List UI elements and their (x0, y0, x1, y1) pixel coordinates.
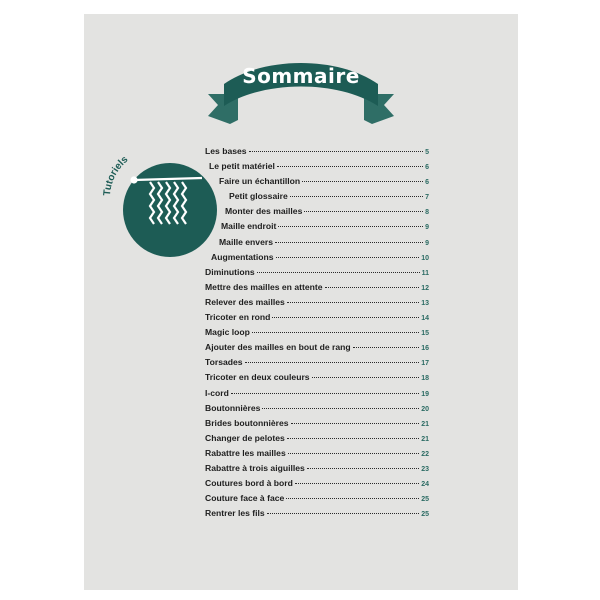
toc-entry-title: Tricoter en rond (205, 312, 271, 323)
toc-entry-page-number: 14 (421, 315, 429, 323)
toc-entry-title: Rabattre les mailles (205, 447, 286, 458)
toc-entry-title: Maille envers (219, 236, 273, 247)
toc-entry-page-number: 17 (421, 360, 429, 368)
badge-circle (123, 163, 217, 257)
toc-entry (205, 461, 429, 476)
toc-dot-leader (275, 242, 423, 243)
toc-entry-title: Couture face à face (205, 493, 285, 504)
toc-entry-title: Magic loop (205, 327, 250, 338)
toc-entry (205, 325, 429, 340)
toc-dot-leader (287, 438, 419, 439)
toc-entry-page-number: 18 (421, 375, 429, 383)
toc-dot-leader (307, 468, 419, 469)
toc-dot-leader (353, 347, 420, 348)
toc-entry (205, 431, 429, 446)
toc-entry (205, 204, 429, 219)
toc-entry (205, 189, 429, 204)
toc-entry (205, 506, 429, 521)
toc-dot-leader (245, 362, 420, 363)
toc-dot-leader (262, 408, 419, 409)
toc-dot-leader (267, 513, 420, 514)
toc-entry (205, 144, 429, 159)
toc-dot-leader (272, 317, 419, 318)
toc-entry-title: Ajouter des mailles en bout de rang (205, 342, 351, 353)
toc-entry-page-number: 16 (421, 345, 429, 353)
toc-entry (205, 491, 429, 506)
toc-entry-page-number: 5 (425, 149, 429, 156)
toc-dot-leader (278, 226, 423, 227)
toc-entry (205, 476, 429, 491)
toc-dot-leader (288, 453, 419, 454)
toc-entry (205, 310, 429, 325)
toc-entry-page-number: 24 (421, 481, 429, 489)
toc-entry-page-number: 12 (421, 284, 429, 292)
toc-entry-title: Tricoter en deux couleurs (205, 372, 310, 383)
toc-entry-page-number: 25 (421, 496, 429, 504)
toc-dot-leader (287, 302, 419, 303)
table-of-contents (205, 144, 429, 521)
toc-entry-title: Relever des mailles (205, 296, 285, 307)
toc-entry-page-number: 6 (425, 179, 429, 187)
toc-entry-page-number: 11 (421, 269, 429, 277)
toc-entry-title: Le petit matériel (209, 161, 275, 172)
toc-entry-page-number: 21 (421, 420, 429, 428)
toc-entry (205, 386, 429, 401)
toc-dot-leader (291, 423, 420, 424)
toc-entry-page-number: 23 (421, 465, 429, 473)
toc-dot-leader (286, 498, 419, 499)
toc-entry-title: Rabattre à trois aiguilles (205, 462, 305, 473)
toc-entry-title: Petit glossaire (229, 191, 288, 202)
toc-entry-page-number: 15 (421, 330, 429, 338)
toc-entry-title: Augmentations (211, 251, 274, 262)
toc-entry-page-number: 21 (421, 435, 429, 443)
toc-entry-title: Monter des mailles (225, 206, 303, 217)
toc-entry-title: Coutures bord à bord (205, 478, 293, 489)
toc-dot-leader (325, 287, 420, 288)
toc-dot-leader (276, 257, 420, 258)
toc-entry-title: Torsades (205, 357, 243, 368)
toc-dot-leader (231, 393, 419, 394)
toc-entry-title: Rentrer les fils (205, 508, 265, 519)
toc-dot-leader (257, 272, 420, 273)
toc-entry-page-number: 6 (425, 164, 429, 172)
toc-dot-leader (252, 332, 419, 333)
toc-entry (205, 401, 429, 416)
toc-dot-leader (277, 166, 423, 167)
toc-entry (205, 174, 429, 189)
toc-entry-page-number: 9 (425, 224, 429, 232)
toc-entry-page-number: 8 (425, 209, 429, 217)
badge-label: Tutoriels (102, 154, 131, 197)
toc-entry-title: Brides boutonnières (205, 417, 289, 428)
toc-dot-leader (295, 483, 419, 484)
toc-entry (205, 370, 429, 385)
toc-entry-page-number: 22 (421, 450, 429, 458)
toc-dot-leader (290, 196, 423, 197)
toc-entry (205, 159, 429, 174)
toc-entry-title: Changer de pelotes (205, 432, 285, 443)
toc-entry (205, 355, 429, 370)
toc-entry-page-number: 19 (421, 390, 429, 398)
document-page (84, 14, 518, 590)
toc-entry-page-number: 25 (421, 511, 429, 519)
toc-dot-leader (302, 181, 423, 182)
toc-entry-title: Maille endroit (221, 221, 277, 232)
page-title: Sommaire (242, 64, 360, 88)
toc-entry-title: Diminutions (205, 266, 255, 277)
tutoriels-badge (102, 142, 222, 262)
toc-entry-title: Mettre des mailles en attente (205, 281, 323, 292)
toc-entry (205, 250, 429, 265)
toc-entry (205, 295, 429, 310)
toc-dot-leader (312, 377, 420, 378)
toc-entry (205, 235, 429, 250)
toc-entry (205, 265, 429, 280)
toc-entry-page-number: 13 (421, 299, 429, 307)
toc-entry (205, 446, 429, 461)
toc-dot-leader (249, 151, 424, 152)
toc-entry-title: Faire un échantillon (219, 176, 301, 187)
toc-entry-page-number: 10 (421, 254, 429, 262)
toc-entry-title: Boutonnières (205, 402, 261, 413)
toc-entry-title: I-cord (205, 387, 229, 398)
toc-entry (205, 280, 429, 295)
toc-entry-page-number: 9 (425, 239, 429, 247)
toc-entry-page-number: 20 (421, 405, 429, 413)
toc-entry-page-number: 7 (425, 194, 429, 202)
toc-dot-leader (304, 211, 423, 212)
toc-entry (205, 416, 429, 431)
toc-entry-title: Les bases (205, 146, 247, 156)
toc-entry (205, 340, 429, 355)
toc-entry (205, 219, 429, 234)
